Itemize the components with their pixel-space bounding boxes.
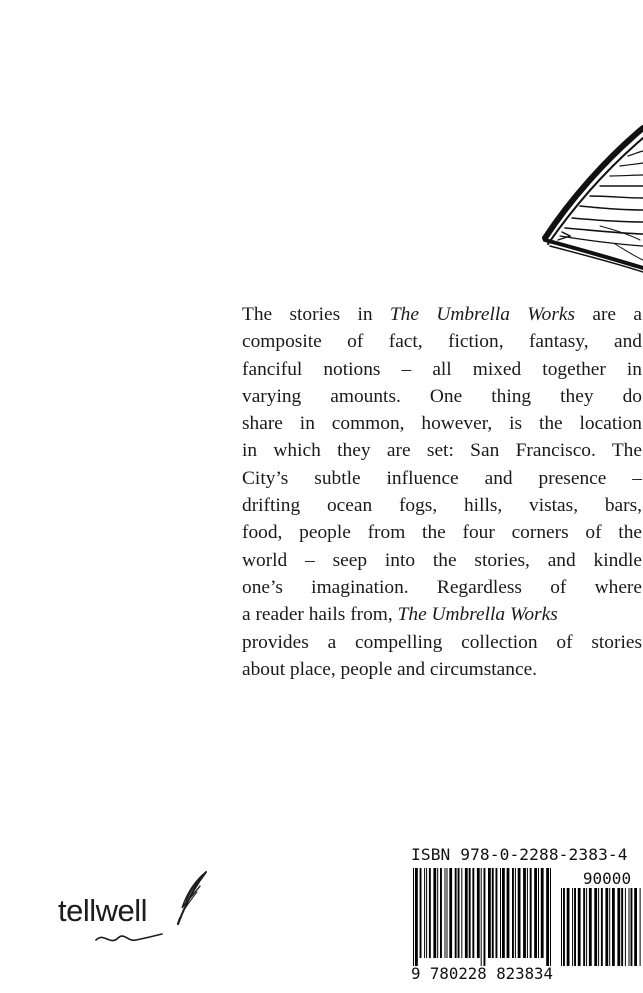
- barcode-bar: [572, 888, 573, 966]
- blurb-line: one’s imagination. Regardless of where: [242, 576, 642, 598]
- blurb-line: composite of fact, fiction, fantasy, and: [242, 331, 642, 353]
- barcode-bar: [578, 888, 581, 966]
- umbrella-illustration: [0, 0, 643, 300]
- barcode-bar: [527, 868, 528, 958]
- barcode-bar: [484, 868, 486, 966]
- blurb-line: varying amounts. One thing they do: [242, 385, 642, 407]
- barcode-bar: [523, 868, 526, 958]
- barcode-bar: [413, 868, 414, 966]
- blurb-line: provides a compelling collection of stories: [242, 631, 642, 653]
- blurb-line: The stories in The Umbrella Works are a: [242, 304, 642, 325]
- barcode-bar: [617, 888, 620, 966]
- barcode-bar: [458, 868, 460, 958]
- isbn-label: ISBN 978-0-2288-2383-4: [411, 845, 628, 864]
- barcode-bar: [447, 868, 448, 958]
- barcode-bar: [472, 868, 474, 958]
- barcode-bar: [598, 888, 599, 966]
- barcode-bar: [461, 868, 462, 958]
- barcode-bar: [488, 868, 491, 958]
- isbn-barcode: [411, 866, 643, 982]
- barcode-bar: [507, 868, 510, 958]
- barcode-bar: [515, 868, 516, 958]
- barcode-bar: [433, 868, 436, 958]
- barcode-bar: [586, 888, 587, 966]
- barcode-bar: [605, 888, 608, 966]
- signature-flourish-icon: [94, 928, 164, 948]
- barcode-bar: [601, 888, 603, 966]
- barcode-bar: [589, 888, 592, 966]
- barcode-bar: [440, 868, 442, 958]
- blurb-line: about place, people and circumstance.: [242, 658, 538, 680]
- blurb-line: share in common, however, is the location: [242, 413, 642, 435]
- barcode-bar: [424, 868, 425, 958]
- back-cover-blurb: [242, 301, 642, 683]
- barcode-bar: [449, 868, 452, 958]
- barcode-bar: [500, 868, 501, 958]
- barcode-bar: [640, 888, 641, 966]
- barcode-bar: [612, 888, 615, 966]
- barcode-bar: [625, 888, 626, 966]
- barcode-bar: [561, 888, 562, 966]
- quill-icon: [170, 868, 210, 930]
- barcode-bar: [415, 868, 418, 966]
- barcode-bar: [546, 868, 549, 966]
- barcode-bar: [631, 888, 633, 966]
- book-title-italic: The Umbrella Works: [397, 604, 558, 626]
- barcode-bar: [502, 868, 505, 958]
- barcode-bar: [550, 868, 551, 966]
- blurb-line: in which they are set: San Francisco. The: [242, 440, 642, 462]
- barcode-bar: [477, 868, 480, 958]
- barcode-bar: [420, 868, 422, 958]
- barcode-bar: [496, 868, 498, 958]
- barcode-bar: [518, 868, 521, 958]
- blurb-line: fanciful notions – all mixed together in: [242, 358, 642, 380]
- ean-digits: 9 780228 823834: [411, 964, 553, 982]
- barcode-bar: [629, 888, 630, 966]
- barcode-bar: [455, 868, 457, 958]
- barcode-bar: [538, 868, 539, 958]
- barcode-bar: [512, 868, 514, 958]
- barcode-bar: [583, 888, 585, 966]
- book-title-italic: The Umbrella Works: [389, 304, 576, 325]
- barcode-bar: [594, 888, 597, 966]
- barcode-bar: [465, 868, 468, 958]
- publisher-name: tellwell: [58, 893, 148, 928]
- blurb-line: food, people from the four corners of the: [242, 522, 642, 544]
- barcode-bar: [492, 868, 494, 958]
- addon-digits: 90000: [582, 869, 632, 888]
- barcode-bar: [574, 888, 576, 966]
- barcode-bar: [541, 868, 544, 958]
- barcode-bar: [429, 868, 431, 958]
- barcode-bar: [634, 888, 637, 966]
- barcode-bar: [469, 868, 471, 958]
- barcode-bar: [437, 868, 438, 958]
- barcode-bar: [621, 888, 623, 966]
- barcode-bar: [426, 868, 427, 958]
- blurb-line: drifting ocean fogs, hills, vistas, bars,: [242, 495, 642, 517]
- barcode-bar: [567, 888, 570, 966]
- barcode-bar: [609, 888, 610, 966]
- barcode-bar: [445, 868, 446, 958]
- barcode-bar: [563, 888, 565, 966]
- barcode-bar: [481, 868, 482, 966]
- barcode-bar: [534, 868, 537, 958]
- blurb-line: a reader hails from, The Umbrella Works: [242, 604, 558, 626]
- blurb-line: world – seep into the stories, and kindle: [242, 549, 642, 571]
- barcode-bar: [530, 868, 532, 958]
- blurb-line: City’s subtle influence and presence –: [242, 467, 642, 489]
